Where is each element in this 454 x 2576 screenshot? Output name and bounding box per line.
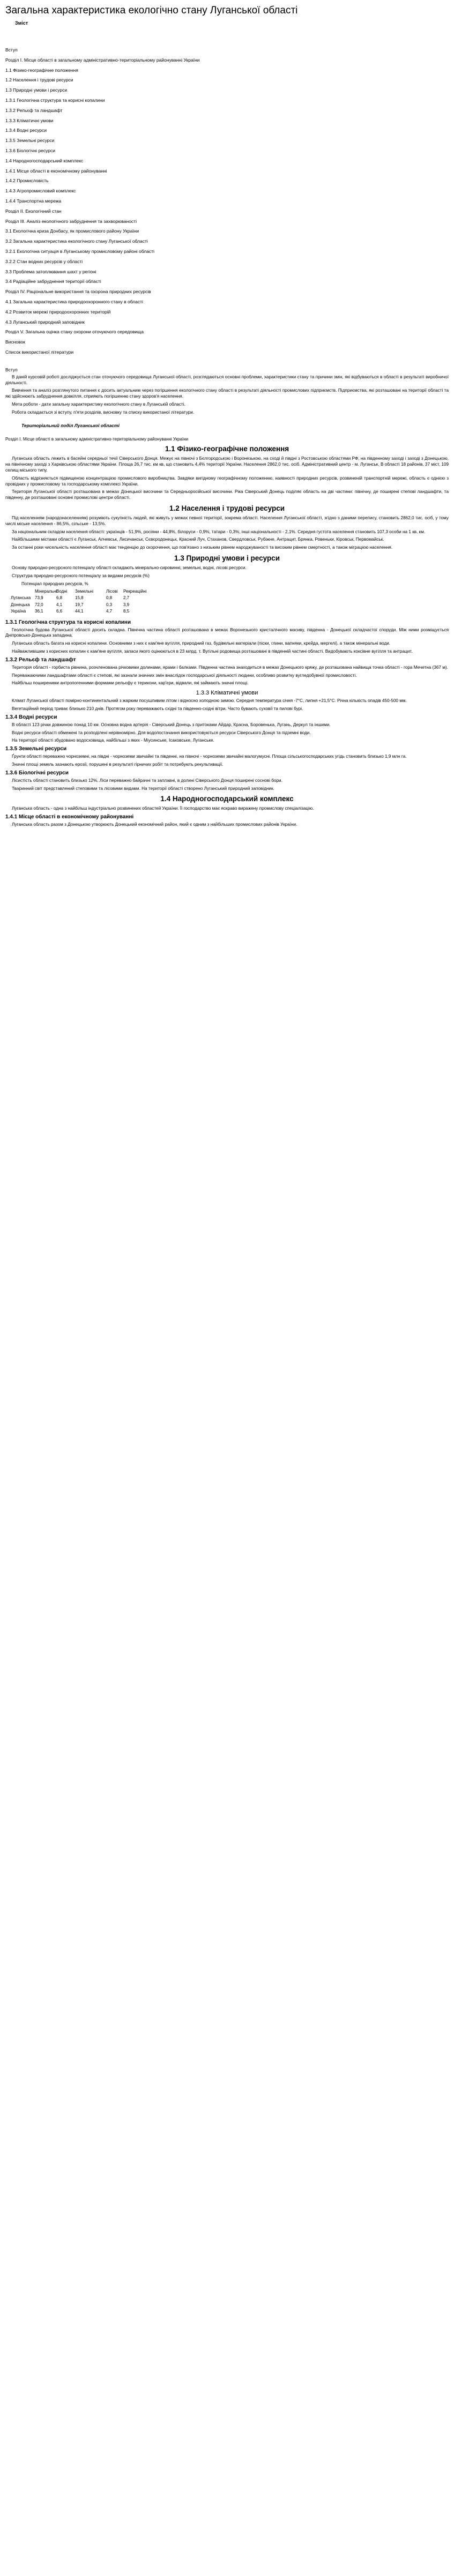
toc-item[interactable]: 1.4 Народногосподарський комплекс (5, 158, 84, 163)
section-heading: 1.1 Фізико-географічне положення (165, 445, 289, 453)
toc-item[interactable]: 1.3.4 Водні ресурси (5, 128, 47, 133)
toc-item[interactable]: 4.2 Розвиток мережі природоохоронних територій (5, 309, 111, 315)
section-lead: Розділ І. Місце області в загальному адміністративно-територіальному районуванні України (5, 437, 189, 442)
body-paragraph: Водні ресурси області обмежені та розподілені нерівномірно. Для водопостачання використовуються ресурси Сіверського Донця та підземні води. (12, 730, 311, 735)
body-paragraph: Луганська область - одна з найбільш індустріально розвинених областей України. Її господарство має яскраво виражену промислову спеціалізацію. (12, 806, 314, 811)
body-paragraph: Основу природно-ресурсного потенціалу області складають мінерально-сировинні, земельні, водні, лісові ресурси. (12, 565, 247, 571)
toc-item[interactable]: Розділ І. Місце області в загальному адміністративно-територіальному районуванні України (5, 57, 200, 63)
body-paragraph: Луганська область багата на корисні копалини. Основними з них є кам'яне вугілля, природний газ, будівельні матеріали (піски, глини, вапняки, крейда, мергелі), а також мінеральні води. (12, 641, 391, 646)
table-cell: Україна (11, 609, 26, 614)
body-paragraph: Найбільш поширеними антропогенними формами рельєфу є терикони, кар'єри, відвали, які займають значні площі. (12, 681, 249, 686)
section-heading: 1.4 Народногосподарський комплекс (160, 795, 294, 803)
toc-item[interactable]: 1.3.6 Біологічні ресурси (5, 147, 56, 153)
body-paragraph: Значні площі земель зазнають ерозії, порушені в результаті гірничих робіт та потребують рекультивації. (12, 762, 224, 767)
table-cell: 2,7 (123, 595, 130, 601)
toc-item[interactable]: Висновок (5, 339, 25, 345)
table-cell: 44,1 (75, 609, 84, 614)
subsection-heading: 1.4.1 Місце області в економічному районуванні (5, 814, 134, 820)
body-paragraph: Під населенням (народонаселенням) розуміють сукупність людей, які живуть у межах певної території, зокрема області. Населення Луганської області, згідно з даними перепису, становить 2862,0 тис. осіб, у тому числі міське населення - 86,5%, сільське - 13,5%. (5, 516, 449, 526)
table-header-row (11, 588, 449, 595)
table-header-cell: Рекреаційні (123, 588, 147, 594)
table-header-cell: Водні (56, 588, 68, 594)
table-cell: 4,7 (106, 609, 113, 614)
toc-item[interactable]: 3.3 Проблема затоплювання шахт у регіоні (5, 268, 96, 274)
table-cell: 36,1 (35, 609, 43, 614)
table-caption: Потенціал природних ресурсів, % (21, 581, 88, 586)
contents-heading: Зміст (15, 20, 28, 26)
toc-item[interactable]: 1.3 Природні умови і ресурси (5, 87, 68, 93)
body-paragraph: Вегетаційний період триває близько 210 днів. Протягом року переважають східні та південно-східні вітри. Часто бувають суховії та пилові бурі. (12, 706, 303, 712)
table-row (11, 602, 449, 609)
intro-paragraph: Мета роботи - дати загальну характеристику екологічного стану в Луганській області. (12, 401, 185, 407)
table-row (11, 608, 449, 615)
body-paragraph: Луганська область лежить в басейні середньої течії Сіверського Донця. Межує на півночі з Бєлгородською і Воронезькою, на сході й півдні з Ростовською областями РФ, на південному заході і заході з Донецькою, на північному заході з Харківською областями України. Площа 26,7 тис. км кв, що становить 4,4% території України. Населення 2862,0 тис. осіб. Адміністративний центр - м. Луганськ. В області 18 районів, 37 міст, 109 селищ міського типу. (5, 456, 449, 473)
body-paragraph: Клімат Луганської області помірно-континентальний з жарким посушливим літом і відносно холодною зимою. Середня температура січня -7°С, липня +21,5°С. Річна кількість опадів 450-500 мм. (12, 698, 407, 704)
body-paragraph: Тваринний світ представлений степовими та лісовими видами. На території області створено Луганський природний заповідник. (12, 786, 274, 791)
table-cell: Луганська (11, 595, 31, 601)
toc-item[interactable]: Розділ V. Загальна оцінка стану охорони оточуючого середовища (5, 329, 144, 335)
body-paragraph: Лісистість області становить близько 12%. Ліси переважно байрачні та заплавні, в долині Сіверського Донця поширені соснові бори. (12, 778, 282, 783)
body-paragraph: Найважливішим з корисних копалин є кам'яне вугілля, запаси якого оцінюються в 23 млрд. т. Вугільні родовища розташовані в південній частині області. Видобувають коксівне вугілля та антрацит. (12, 649, 413, 654)
intro-paragraph: Вивчення та аналіз розглянутого питання є досить актуальним через погіршення екологічного стану області в результаті діяльності промислових підприємств. Підприємства, які розташовані на території області та які здійснюють забруднення довкілля, сприяють погіршенню стану здоров'я населення. (5, 388, 449, 399)
subsection-heading: 1.3.2 Рельєф та ландшафт (5, 656, 76, 663)
body-paragraph: Найбільшими містами області є Луганськ, Алчевськ, Лисичанськ, Сєвєродонецьк, Красний Луч, Стаханов, Свердловськ, Рубіжне, Антрацит, Брянка, Ровеньки, Кіровськ, Первомайськ. (12, 537, 384, 542)
table-cell: 6,6 (56, 609, 63, 614)
table-header-cell (11, 588, 35, 595)
table-header-cell: Лісові (106, 588, 118, 594)
body-paragraph: Луганська область разом з Донецькою утворюють Донецький економічний район, який є одним з найбільших промислових районів України. (12, 822, 297, 827)
toc-item[interactable]: 3.4 Радіаційне забруднення території області (5, 279, 101, 285)
intro-heading: Вступ (5, 367, 18, 372)
subsection-heading: 1.3.6 Біологічні ресурси (5, 770, 69, 776)
toc-item[interactable]: 4.3 Луганський природний заповідник (5, 319, 85, 325)
body-paragraph: На території області збудовано водосховища, найбільші з яких - Міусинське, Ісаковське, Луганське. (12, 738, 214, 743)
toc-item[interactable]: 1.3.3 Кліматичні умови (5, 117, 54, 123)
section-heading: 1.2 Населення і трудові ресурси (169, 504, 285, 513)
table-cell: 6,8 (56, 595, 63, 601)
subsection-heading: 1.3.1 Геологічна структура та корисні копалини (5, 619, 131, 625)
table-cell: 4,1 (56, 602, 63, 607)
spacer (5, 357, 449, 367)
table-cell: 3,9 (123, 602, 130, 607)
body-paragraph: За останні роки чисельність населення області має тенденцію до скорочення, що пов'язано з низьким рівнем народжуваності та високим рівнем смертності, а також міграцією населення. (12, 545, 393, 550)
toc-item[interactable]: 3.2.1 Екологічна ситуація в Луганському промисловому районі області (5, 248, 154, 254)
body-paragraph: Переважаючими ландшафтами області є степові, які зазнали значних змін внаслідок господарської діяльності людини, особливо розвитку вугледобувної промисловості. (12, 673, 357, 678)
body-paragraph: За національним складом населення області: українців - 51,9%, росіяни - 44,8%, білоруси - 0,9%, татари - 0,3%, інші національності - 2,1%. Середня густота населення становить 107,3 особи на 1 кв. км. (12, 529, 426, 534)
toc-item[interactable]: 3.1 Екологічна криза Донбасу, як промислового району України (5, 228, 139, 234)
subsection-heading: 1.3.4 Водні ресурси (5, 714, 57, 720)
intro-paragraph: В даній курсовій роботі досліджується стан оточуючого середовища Луганської області, розглядаються основні проблеми, характеристики стану та причини змін, які відбуваються в області в результаті виробничої діяльності. (5, 374, 449, 385)
table-cell: 73,9 (35, 595, 43, 601)
toc-item[interactable]: 1.3.5 Земельні ресурси (5, 138, 55, 144)
toc-item[interactable]: 3.2.2 Стан водних ресурсів у області (5, 258, 83, 264)
toc-item[interactable]: 1.1 Фізико-географічне положення (5, 67, 78, 73)
body-paragraph: Геологічна будова Луганської області досить складна. Північна частина області розташована в межах Воронезького кристалічного масиву, південна - Донецької складчастої споруди. Між ними розміщується Дніпровсько-Донецька западина. (5, 627, 449, 638)
resources-table (11, 588, 449, 615)
table-cell: 72,0 (35, 602, 43, 607)
body-paragraph: В області 123 річки довжиною понад 10 км. Основна водна артерія - Сіверський Донець з притоками Айдар, Красна, Боровенька, Лугань, Деркул та іншими. (12, 722, 331, 727)
body-paragraph: Ґрунти області переважно чорноземні, на півдні - чорноземи звичайні та південні, на півночі - чорноземи звичайні малогумусні. Площа сільськогосподарських угідь становить близько 1,9 млн га. (12, 754, 407, 759)
toc-item[interactable]: 1.4.4 Транспортна мережа (5, 198, 62, 204)
table-header-cell: Мінеральні (35, 588, 57, 594)
section-heading: 1.3 Природні умови і ресурси (174, 554, 280, 563)
toc-item[interactable]: 1.3.1 Геологічна структура та корисні копалини (5, 97, 105, 103)
table-cell: 0,3 (106, 602, 113, 607)
toc-item[interactable]: 4.1 Загальна характеристика природоохоронного стану в області (5, 298, 143, 304)
table-cell: 19,7 (75, 602, 84, 607)
subsection-heading: 1.3.3 Кліматичні умови (196, 690, 258, 697)
table-header-cell: Земельні (75, 588, 93, 594)
map-caption: Територіальний поділ Луганської області (21, 423, 120, 429)
table-cell: Донецька (11, 602, 30, 607)
toc-item[interactable]: 1.4.3 Агропромисловий комплекс (5, 188, 76, 194)
toc-item[interactable]: Список використаної літератури (5, 349, 74, 355)
body-paragraph: Територія області - горбиста рівнина, розчленована річковими долинами, ярами і балками. Південна частина знаходиться в межах Донецького кряжу, де розташована найвища точка області - гора Мечетна (367 м). (12, 664, 448, 670)
toc-item[interactable]: Розділ ІІ. Екологічний стан (5, 208, 62, 214)
table-of-contents (5, 45, 449, 357)
intro-paragraph: Робота складається зі вступу, п'яти розділів, висновку та списку використаної літератури. (12, 409, 195, 415)
body-paragraph: Територія Луганської області розташована в межах Донецької височини та Середньоросійської височини. Ріка Сіверський Донець поділяє область на дві частини: північну, де поширені степові ландшафти, та південну, де розташовані основні промислові центри області. (5, 489, 449, 501)
table-cell: 8,5 (123, 609, 130, 614)
toc-item[interactable]: 1.4.1 Місце області в економічному районуванні (5, 168, 107, 174)
toc-item[interactable]: 1.2 Населення і трудові ресурси (5, 77, 73, 83)
toc-item[interactable]: Вступ (5, 47, 18, 53)
toc-item[interactable]: 1.3.2 Рельєф та ландшафт (5, 107, 63, 113)
table-row (11, 595, 449, 602)
document-title: Загальна характеристика екологічно стану Луганської області (5, 5, 298, 16)
table-cell: 0,8 (106, 595, 113, 601)
body-paragraph: Структура природно-ресурсного потенціалу за видами ресурсів (%) (12, 573, 150, 578)
table-cell: 15,8 (75, 595, 84, 601)
toc-item[interactable]: 3.2 Загальна характеристика екологічного стану Луганської області (5, 238, 148, 244)
body-paragraph: Область відрізняється підвищеною концентрацією промислового виробництва. Завдяки вигідному географічному положенню, наявності природних ресурсів, розвиненій транспортній мережі, область є однією з провідних у промисловому та господарському комплексі України. (5, 475, 449, 487)
subsection-heading: 1.3.5 Земельні ресурси (5, 746, 67, 752)
toc-item[interactable]: Розділ ІІІ. Аналіз екологічного забруднення та захворюваності (5, 218, 137, 224)
toc-item[interactable]: Розділ IV. Раціональне використання та охорона природних ресурсів (5, 289, 151, 295)
toc-item[interactable]: 1.4.2 Промисловість (5, 178, 49, 184)
